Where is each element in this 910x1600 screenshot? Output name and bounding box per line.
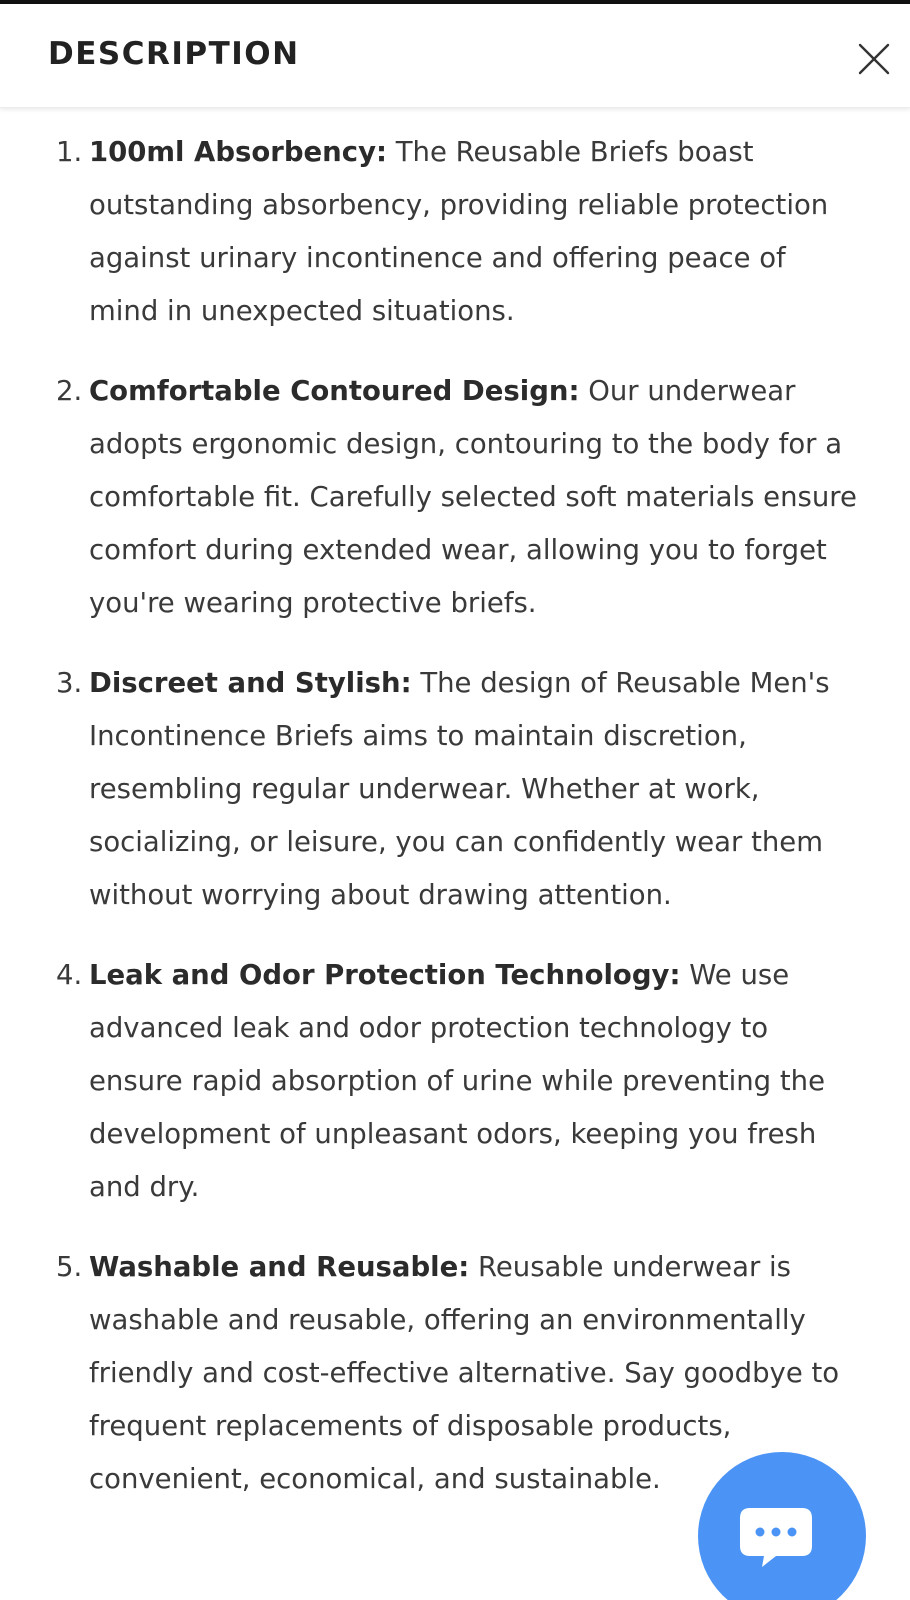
chat-bubble-icon [736, 1504, 816, 1570]
feature-item-1 [0, 126, 910, 338]
description-header [0, 4, 910, 108]
close-button[interactable] [856, 41, 892, 77]
feature-number: 5. [56, 1251, 83, 1283]
feature-title: Washable and Reusable: [89, 1251, 470, 1283]
feature-text: Our underwear adopts ergonomic design, contouring to the body for a comfortable fit. Carefully selected soft materials ensure comfort during extended wear, allowing you to forget you're wearing protective briefs. [89, 375, 857, 619]
description-content [0, 108, 910, 1600]
close-icon [856, 41, 892, 77]
feature-number: 3. [56, 667, 83, 699]
feature-list [0, 126, 910, 1533]
page-title: DESCRIPTION [48, 36, 300, 72]
feature-title: Discreet and Stylish: [89, 667, 412, 699]
feature-title: 100ml Absorbency: [89, 136, 387, 168]
feature-text: We use advanced leak and odor protection technology to ensure rapid absorption of urine while preventing the development of unpleasant odors, keeping you fresh and dry. [89, 959, 826, 1203]
feature-number: 4. [56, 959, 83, 991]
feature-title: Comfortable Contoured Design: [89, 375, 580, 407]
feature-text: The Reusable Briefs boast outstanding absorbency, providing reliable protection against urinary incontinence and offering peace of mind in unexpected situations. [89, 136, 829, 327]
feature-item-4 [0, 949, 910, 1214]
feature-item-2 [0, 365, 910, 630]
feature-item-3 [0, 657, 910, 922]
feature-title: Leak and Odor Protection Technology: [89, 959, 681, 991]
feature-text: Reusable underwear is washable and reusable, offering an environmentally friendly and cost-effective alternative. Say goodbye to frequent replacements of disposable products, convenient, economical, and sustainable. [89, 1251, 840, 1495]
feature-number: 2. [56, 375, 83, 407]
feature-text: The design of Reusable Men's Incontinence Briefs aims to maintain discretion, resembling regular underwear. Whether at work, socializing, or leisure, you can confidently wear them without worrying about drawing attention. [89, 667, 830, 911]
feature-number: 1. [56, 136, 83, 168]
